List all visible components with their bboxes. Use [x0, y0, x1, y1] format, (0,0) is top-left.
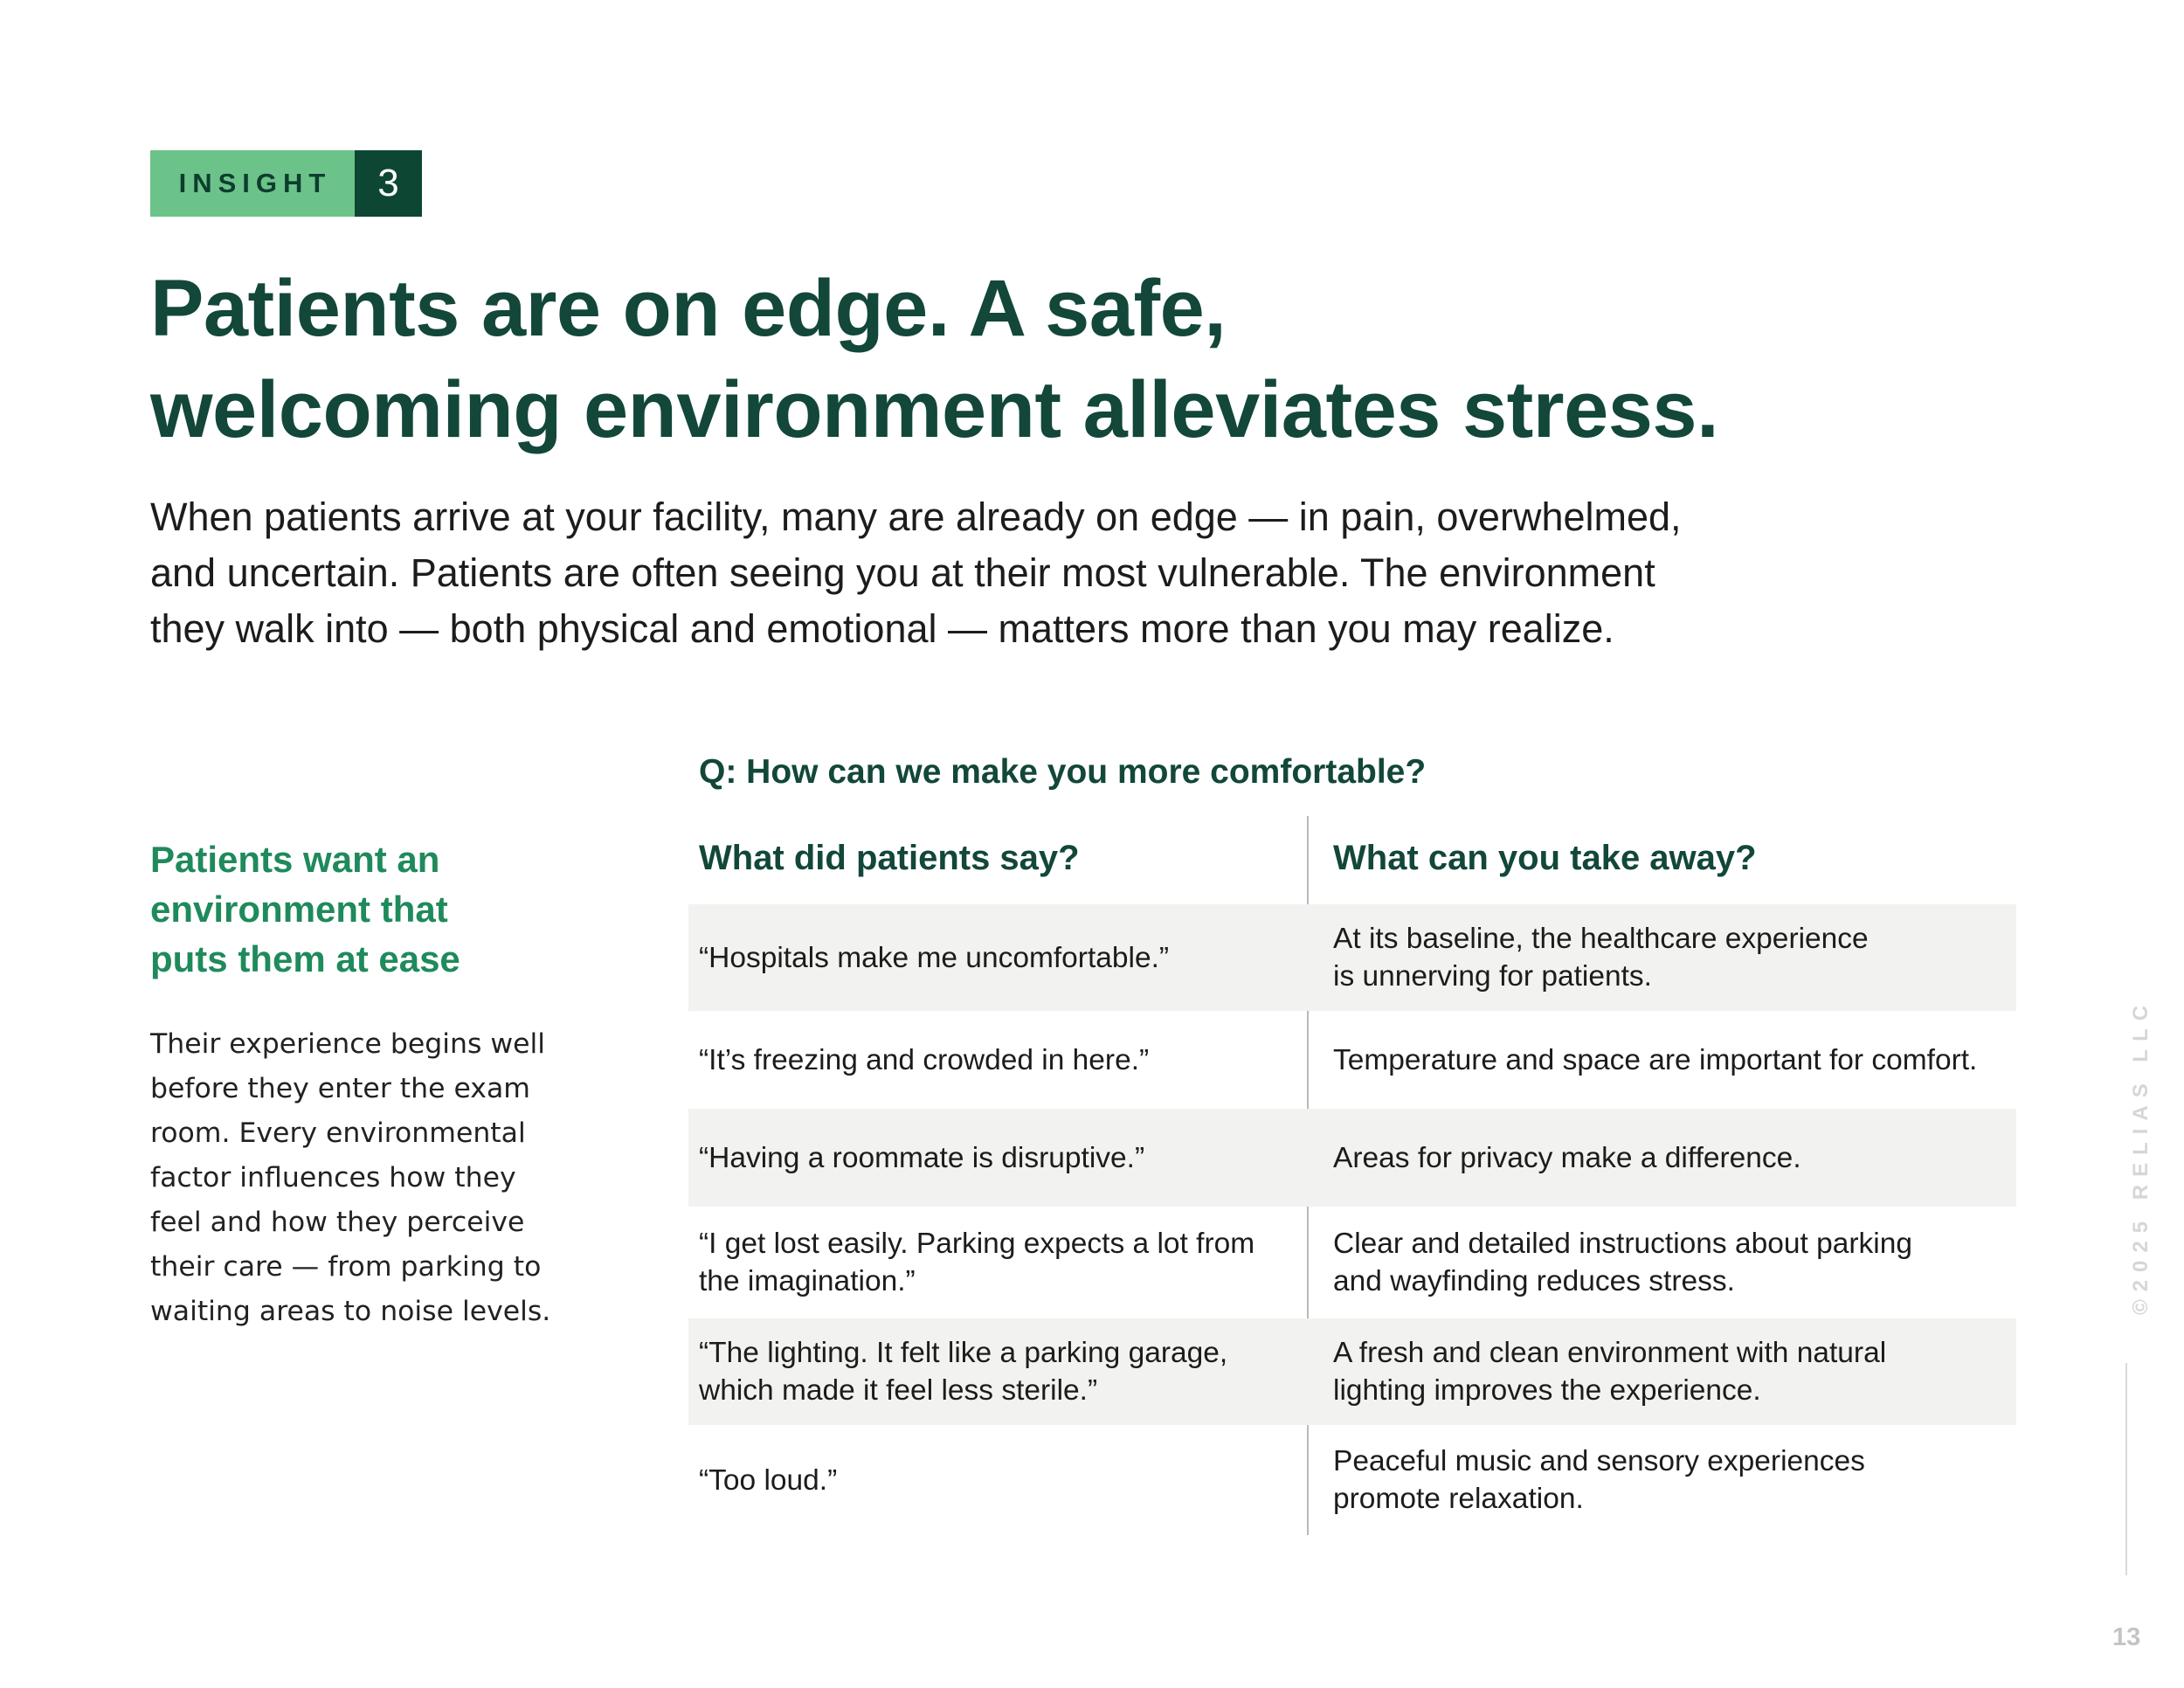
cell-line: Peaceful music and sensory experiences — [1333, 1445, 1865, 1477]
sidebar-text — [150, 1022, 570, 1334]
cell-line: At its baseline, the healthcare experience — [1333, 923, 1869, 955]
cell-line: “It’s freezing and crowded in here.” — [699, 1043, 1150, 1076]
table-cell-take — [1307, 1207, 2016, 1318]
table-cell-say — [688, 1425, 1307, 1535]
intro-line: and uncertain. Patients are often seeing you at their most vulnerable. The environment — [150, 550, 1655, 595]
column-header-say: What did patients say? — [699, 839, 1080, 877]
sidebar-heading — [150, 834, 605, 984]
table-row — [688, 1011, 2016, 1109]
cell-line: Clear and detailed instructions about parking — [1333, 1228, 1912, 1260]
cell-line: the imagination.” — [699, 1265, 916, 1297]
table-row — [688, 1425, 2016, 1535]
table-row — [688, 1109, 2016, 1207]
table-cell-say — [688, 1109, 1307, 1207]
intro-line: When patients arrive at your facility, many are already on edge — in pain, overwhelmed, — [150, 495, 1682, 539]
table-cell-take — [1307, 1318, 2016, 1425]
sidebar-text-line: factor influences how they — [150, 1162, 516, 1193]
cell-line: Areas for privacy make a difference. — [1333, 1141, 1801, 1174]
margin-rule — [2125, 1363, 2127, 1575]
sidebar-text-line: feel and how they perceive — [150, 1207, 525, 1238]
table-question: Q: How can we make you more comfortable? — [699, 753, 1427, 791]
page-title-line: Patients are on edge. A safe, — [150, 264, 1227, 353]
table-cell-take — [1307, 1011, 2016, 1109]
cell-line: is unnerving for patients. — [1333, 960, 1652, 993]
cell-line: lighting improves the experience. — [1333, 1374, 1761, 1407]
cell-line: “Too loud.” — [699, 1463, 838, 1497]
sidebar-heading-line: puts them at ease — [150, 938, 460, 979]
sidebar-text-line: Their experience begins well — [150, 1028, 546, 1060]
table-cell-take — [1307, 1109, 2016, 1207]
table-cell-say — [688, 1207, 1307, 1318]
intro-paragraph — [150, 489, 1810, 657]
page-title-line: welcoming environment alleviates stress. — [150, 365, 1719, 454]
sidebar-text-line: their care — from parking to — [150, 1251, 542, 1283]
cell-line: “Having a roommate is disruptive.” — [699, 1141, 1145, 1174]
insight-badge-number: 3 — [355, 150, 422, 217]
page-title — [150, 258, 1897, 460]
table-cell-say — [688, 1011, 1307, 1109]
sidebar-text-line: waiting areas to noise levels. — [150, 1296, 551, 1327]
column-header-take: What can you take away? — [1333, 839, 1757, 877]
cell-line: promote relaxation. — [1333, 1483, 1584, 1515]
sidebar-text-line: before they enter the exam — [150, 1073, 530, 1104]
table-cell-say — [688, 904, 1307, 1011]
insight-badge — [150, 150, 422, 217]
insight-badge-label: INSIGHT — [150, 150, 355, 217]
sidebar-heading-line: environment that — [150, 889, 448, 930]
table-cell-say — [688, 1318, 1307, 1425]
table-row — [688, 904, 2016, 1011]
table-row — [688, 1207, 2016, 1318]
table-cell-take — [1307, 1425, 2016, 1535]
cell-line: “Hospitals make me uncomfortable.” — [699, 941, 1170, 974]
table-row — [688, 1318, 2016, 1425]
cell-line: “The lighting. It felt like a parking garage, — [699, 1337, 1228, 1369]
cell-line: and wayfinding reduces stress. — [1333, 1265, 1735, 1297]
cell-line: Temperature and space are important for comfort. — [1333, 1043, 1978, 1076]
intro-line: they walk into — both physical and emotional — matters more than you may realize. — [150, 606, 1614, 651]
cell-line: “I get lost easily. Parking expects a lot from — [699, 1228, 1255, 1260]
sidebar-text-line: room. Every environmental — [150, 1117, 526, 1149]
copyright-text: ©2025 RELIAS LLC — [2129, 997, 2153, 1315]
sidebar-heading-line: Patients want an — [150, 839, 440, 880]
cell-line: which made it feel less sterile.” — [699, 1374, 1098, 1407]
cell-line: A fresh and clean environment with natural — [1333, 1337, 1887, 1369]
page-number: 13 — [2112, 1623, 2141, 1651]
table-cell-take — [1307, 904, 2016, 1011]
